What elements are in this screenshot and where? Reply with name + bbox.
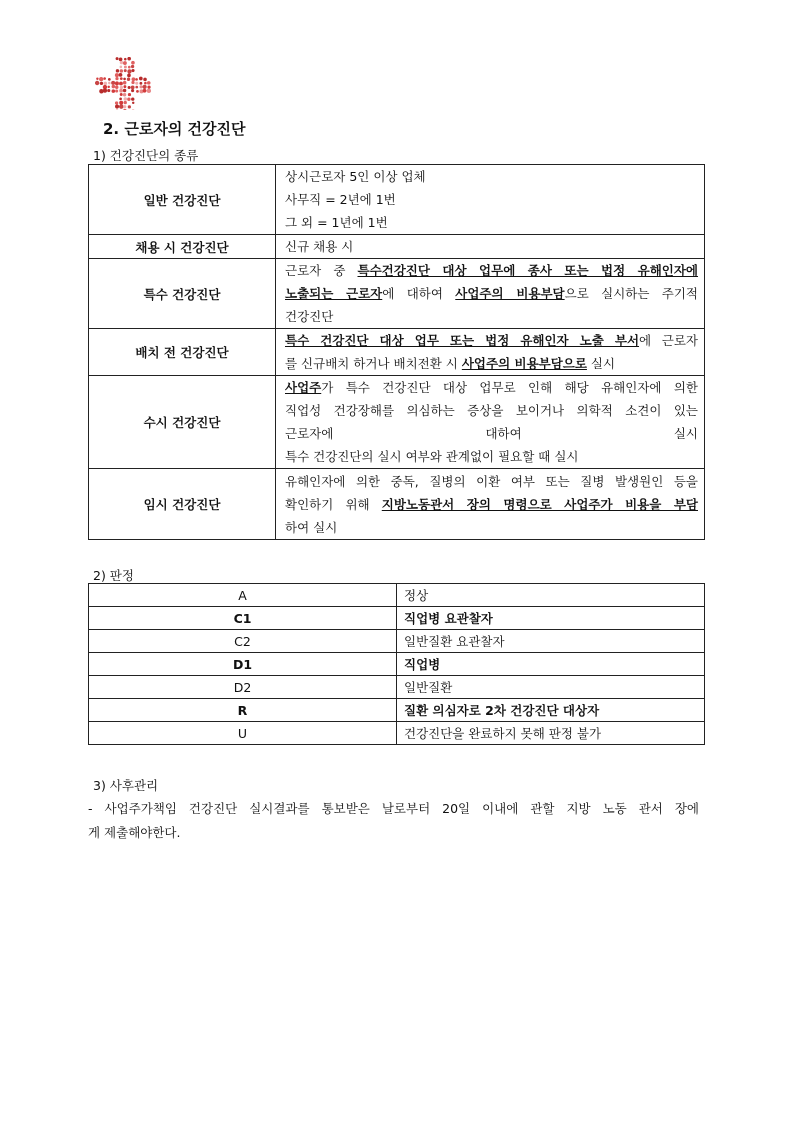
types-row <box>89 259 705 329</box>
checkup-type-label: 채용 시 건강진단 <box>89 235 276 259</box>
emphasized-text: 노출되는 근로자 <box>285 286 383 301</box>
red-cross-logo-icon <box>95 57 151 110</box>
text-segment: 근로자 중 <box>285 263 358 278</box>
description-line <box>285 376 698 399</box>
judgement-meaning: 일반질환 요관찰자 <box>397 630 705 653</box>
text-segment: 그 외 = 1년에 1번 <box>285 215 388 230</box>
description-line <box>285 235 698 258</box>
checkup-types-table <box>88 164 705 540</box>
judgement-meaning: 건강진단을 완료하지 못해 판정 불가 <box>397 722 705 745</box>
emphasized-text: 사업주의 비용부담으로 <box>461 356 587 371</box>
judgement-code: A <box>89 584 397 607</box>
checkup-type-description <box>276 165 705 235</box>
judgement-code: C2 <box>89 630 397 653</box>
judgement-row <box>89 653 705 676</box>
checkup-type-label: 수시 건강진단 <box>89 376 276 469</box>
judgement-row <box>89 584 705 607</box>
text-segment: 건강진단 <box>285 309 334 324</box>
description-line <box>285 329 698 352</box>
description-line <box>285 165 698 188</box>
section-title: 2. 근로자의 건강진단 <box>103 120 246 138</box>
types-row <box>89 165 705 235</box>
judgement-code: C1 <box>89 607 397 630</box>
judgement-row <box>89 699 705 722</box>
emphasized-text: 지방노동관서 장의 명령으로 사업주가 비용을 부담 <box>381 496 698 512</box>
text-segment: 유해인자에 의한 중독, 질병의 이환 여부 또는 질병 발생원인 등을 <box>285 473 698 489</box>
text-segment: 가 특수 건강진단 대상 업무로 인해 해당 유해인자에 의한 <box>321 380 698 395</box>
checkup-type-label: 임시 건강진단 <box>89 469 276 540</box>
judgement-row <box>89 676 705 699</box>
text-segment: 신규 채용 시 <box>285 239 354 254</box>
judgement-code: D2 <box>89 676 397 699</box>
types-heading: 1) 건강진단의 종류 <box>93 148 199 163</box>
description-line <box>285 305 698 328</box>
checkup-type-label: 일반 건강진단 <box>89 165 276 235</box>
description-line <box>285 470 698 493</box>
description-line <box>285 211 698 234</box>
emphasized-text: 사업주의 비용부담 <box>455 286 565 301</box>
description-line <box>285 493 698 516</box>
text-segment: 실시 <box>586 356 616 371</box>
followup-heading: 3) 사후관리 <box>93 778 159 793</box>
types-row <box>89 469 705 540</box>
text-segment: 상시근로자 5인 이상 업체 <box>285 169 426 184</box>
judgement-code: U <box>89 722 397 745</box>
description-line <box>285 516 698 539</box>
emphasized-text: 특수건강진단 대상 업무에 종사 또는 법정 유해인자에 <box>357 263 699 278</box>
text-segment: 특수 건강진단의 실시 여부와 관계없이 필요할 때 실시 <box>285 449 579 464</box>
checkup-type-description <box>276 329 705 376</box>
emphasized-text: 사업주 <box>285 380 322 395</box>
types-row <box>89 235 705 259</box>
followup-line-2: 게 제출해야한다. <box>88 825 181 840</box>
types-row <box>89 329 705 376</box>
judgement-row <box>89 630 705 653</box>
text-segment: 직업성 건강장해를 의심하는 증상을 보이거나 의학적 소견이 있는 <box>285 403 698 418</box>
checkup-type-label: 배치 전 건강진단 <box>89 329 276 376</box>
types-row <box>89 376 705 469</box>
description-line <box>285 422 698 445</box>
text-segment: 으로 실시하는 주기적 <box>564 286 699 301</box>
followup-line-1: - 사업주가책임 건강진단 실시결과를 통보받은 날로부터 20일 이내에 관할 지방 노동 관서 장에 <box>88 801 699 816</box>
description-line <box>285 352 698 375</box>
text-segment: 를 신규배치 하거나 배치전환 시 <box>285 356 462 371</box>
emphasized-text: 특수 건강진단 대상 업무 또는 법정 유해인자 노출 부서 <box>285 333 640 348</box>
description-line <box>285 282 698 305</box>
judgement-code: D1 <box>89 653 397 676</box>
judgement-meaning: 직업병 요관찰자 <box>397 607 705 630</box>
judgement-meaning: 질환 의심자로 2차 건강진단 대상자 <box>397 699 705 722</box>
text-segment: 확인하기 위해 <box>285 496 382 512</box>
text-segment: 하여 실시 <box>285 519 338 535</box>
description-line <box>285 259 698 282</box>
judgement-table <box>88 583 705 745</box>
text-segment: 에 대하여 <box>382 286 456 301</box>
followup-text <box>88 797 699 845</box>
text-segment: 사무직 = 2년에 1번 <box>285 192 396 207</box>
judgement-row <box>89 607 705 630</box>
judgement-meaning: 직업병 <box>397 653 705 676</box>
checkup-type-description <box>276 376 705 469</box>
description-line <box>285 188 698 211</box>
description-line <box>285 445 698 468</box>
checkup-type-label: 특수 건강진단 <box>89 259 276 329</box>
description-line <box>285 399 698 422</box>
text-segment: 에 근로자 <box>639 333 698 348</box>
text-segment: 근로자에 대하여 실시 <box>285 426 698 441</box>
checkup-type-description <box>276 469 705 540</box>
judgement-meaning: 일반질환 <box>397 676 705 699</box>
judgement-code: R <box>89 699 397 722</box>
checkup-type-description <box>276 235 705 259</box>
judgement-heading: 2) 판정 <box>93 568 134 583</box>
checkup-type-description <box>276 259 705 329</box>
judgement-meaning: 정상 <box>397 584 705 607</box>
judgement-row <box>89 722 705 745</box>
